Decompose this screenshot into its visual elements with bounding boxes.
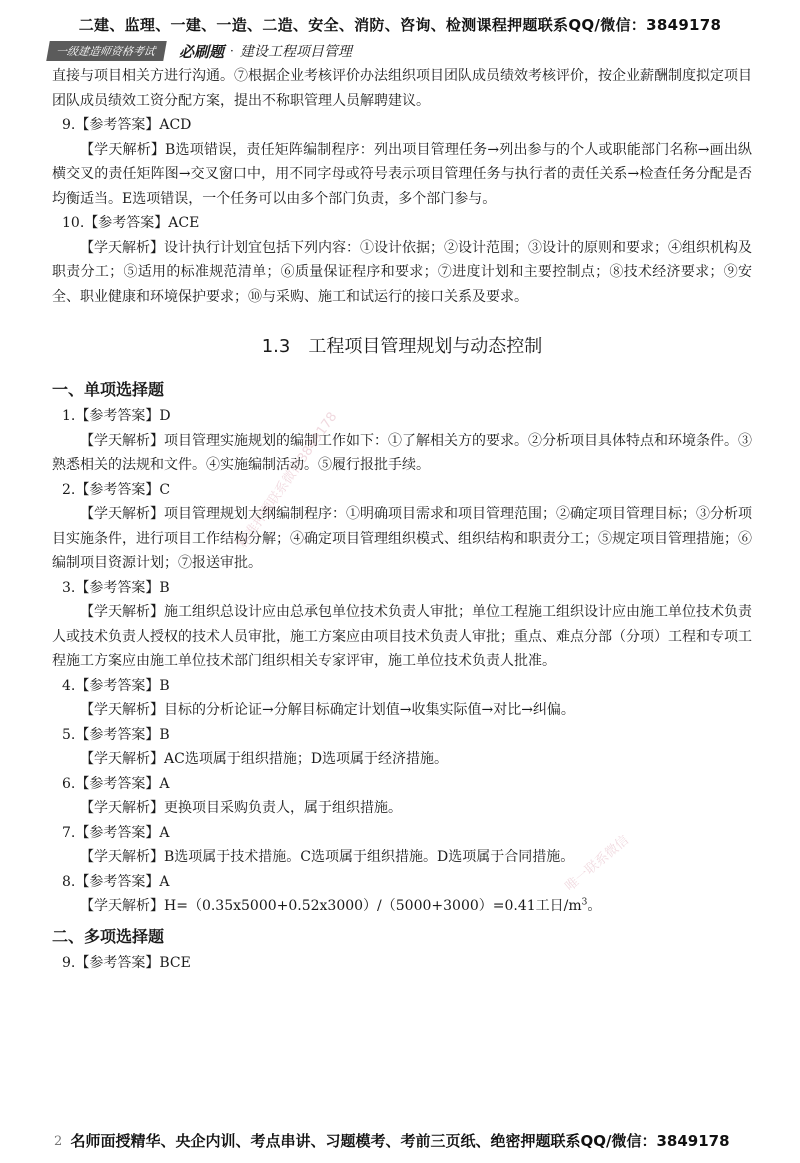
formula-end: 。 [587,898,602,914]
answer-line: 8.【参考答案】A [62,873,170,890]
analysis-paragraph: 【学天解析】施工组织总设计应由总承包单位技术负责人审批；单位工程施工组织设计应由施工单位技术负责人或技术负责人授权的技术人员审批，施工方案应由项目技术负责人审批；重点、难点分部（分项）工程和专项工程施工方案应由施工单位技术部门组织相关专家评审，施工单位技术负责人批准。 [52,604,752,669]
answer-line: 3.【参考答案】B [62,579,170,596]
unit-exponent: 3 [581,897,588,908]
analysis-paragraph: 【学天解析】B选项属于技术措施。C选项属于组织措施。D选项属于合同措施。 [80,849,575,865]
analysis-paragraph: 【学天解析】更换项目采购负责人，属于组织措施。 [80,800,402,816]
analysis-paragraph: 【学天解析】项目管理实施规划的编制工作如下：①了解相关方的要求。②分析项目具体特点和环境条件。③熟悉相关的法规和文件。④实施编制活动。⑤履行报批手续。 [52,432,752,473]
header-separator: · [230,44,234,58]
intro-paragraph: 直接与项目相关方进行沟通。⑦根据企业考核评价办法组织项目团队成员绩效考核评价，按企业薪酬制度拟定项目团队成员绩效工资分配方案，提出不称职管理人员解聘建议。 [52,68,752,109]
promo-banner-bottom: 名师面授精华、央企内训、考点串讲、习题模考、考前三页纸、绝密押题联系QQ/微信：3849178 [70,1132,730,1150]
analysis-paragraph: 【学天解析】目标的分析论证→分解目标确定计划值→收集实际值→对比→纠偏。 [80,702,575,718]
answer-line: 6.【参考答案】A [62,775,170,792]
answer-line: 9.【参考答案】ACD [62,117,192,133]
running-header [48,41,352,61]
answer-line: 1.【参考答案】D [62,408,171,424]
section-title: 1.3 工程项目管理规划与动态控制 [261,336,543,357]
analysis-paragraph: 【学天解析】项目管理规划大纲编制程序：①明确项目需求和项目管理范围；②确定项目管理目标；③分析项目实施条件，进行项目工作结构分解；④确定项目管理组织模式、组织结构和职责分工；⑤规定项目管理措施；⑥编制项目资源计划；⑦报送审批。 [52,506,752,571]
watermark: 唯一联系微信 [562,832,632,895]
answer-line: 2.【参考答案】C [62,481,171,498]
watermark: 精准押题联系微信3849178 [235,409,341,551]
analysis-paragraph: 【学天解析】AC选项属于组织措施；D选项属于经济措施。 [80,751,449,767]
promo-banner-top: 二建、监理、一建、一造、二造、安全、消防、咨询、检测课程押题联系QQ/微信：3849178 [78,16,722,34]
series-tag: 一级建造师资格考试 [46,41,167,61]
answer-line: 5.【参考答案】B [62,726,170,743]
multi-choice-heading: 二、多项选择题 [52,926,165,946]
single-choice-heading: 一、单项选择题 [52,379,165,399]
page-body [52,64,752,976]
answer-line: 7.【参考答案】A [62,824,170,841]
answer-line: 9.【参考答案】BCE [62,955,191,971]
page-number: 2 [54,1134,63,1149]
formula-text: 【学天解析】H=（0.35x5000+0.52x3000）/（5000+3000）=0.41工日/m [80,898,582,914]
analysis-paragraph: 【学天解析】B选项错误，责任矩阵编制程序：列出项目管理任务→列出参与的个人或职能部门名称→画出纵横交叉的责任矩阵图→交叉窗口中，用不同字母或符号表示项目管理任务与执行者的责任关系→检查任务分配是否均衡适当。E选项错误，一个任务可以由多个部门负责，多个部门参与。 [52,141,752,207]
answer-line: 4.【参考答案】B [62,677,170,694]
analysis-paragraph: 【学天解析】设计执行计划宜包括下列内容：①设计依据；②设计范围；③设计的原则和要求；④组织机构及职责分工；⑤适用的标准规范清单；⑥质量保证程序和要求；⑦进度计划和主要控制点；⑧技术经济要求；⑨安全、职业健康和环境保护要求；⑩与采购、施工和试运行的接口关系及要求。 [52,239,752,305]
analysis-paragraph [52,894,752,919]
subject-title: 建设工程项目管理 [239,44,352,60]
answer-line: 10.【参考答案】ACE [62,215,200,231]
brand-title: 必刷题 [179,42,225,61]
